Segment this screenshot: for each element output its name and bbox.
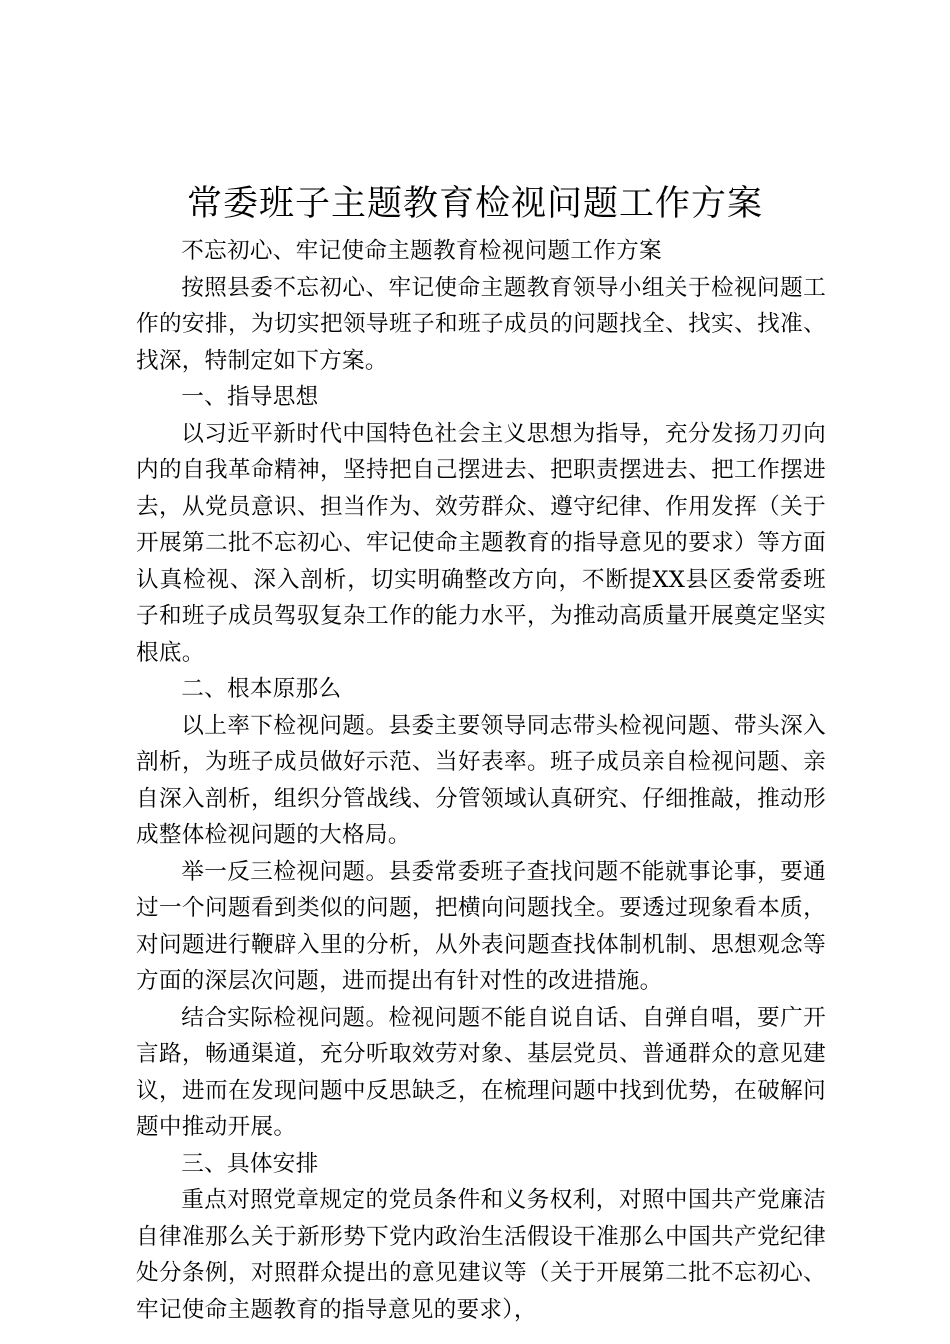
principle-paragraph-practical: 结合实际检视问题。检视问题不能自说自话、自弹自唱，要广开言路，畅通渠道，充分听取效劳对象、基层党员、普通群众的意见建议，进而在发现问题中反思缺乏，在梳理问题中找到优势，在破解问题中推动开展。 <box>136 1004 826 1140</box>
intro-paragraph: 按照县委不忘初心、牢记使命主题教育领导小组关于检视问题工作的安排，为切实把领导班子和班子成员的问题找全、找实、找准、找深，特制定如下方案。 <box>136 274 826 374</box>
guiding-thought-paragraph: 以习近平新时代中国特色社会主义思想为指导，充分发扬刀刃向内的自我革命精神，坚持把自己摆进去、把职责摆进去、把工作摆进去，从党员意识、担当作为、效劳群众、遵守纪律、作用发挥（关于开展第二批不忘初心、牢记使命主题教育的指导意见的要求）等方面认真检视、深入剖析，切实明确整改方向，不断提XX县区委常委班子和班子成员驾驭复杂工作的能力水平，为推动高质量开展奠定坚实根底。 <box>136 420 826 666</box>
principle-paragraph-draw-inferences: 举一反三检视问题。县委常委班子查找问题不能就事论事，要通过一个问题看到类似的问题，把横向问题找全。要透过现象看本质，对问题进行鞭辟入里的分析，从外表问题查找体制机制、思想观念等方面的深层次问题，进而提出有针对性的改进措施。 <box>136 858 826 994</box>
arrangements-paragraph: 重点对照党章规定的党员条件和义务权利，对照中国共产党廉洁自律准那么关于新形势下党内政治生活假设干准那么中国共产党纪律处分条例，对照群众提出的意见建议等（关于开展第二批不忘初心、牢记使命主题教育的指导意见的要求）， <box>136 1187 826 1323</box>
principle-paragraph-lead-by-example: 以上率下检视问题。县委主要领导同志带头检视问题、带头深入剖析，为班子成员做好示范、当好表率。班子成员亲自检视问题、亲自深入剖析，组织分管战线、分管领域认真研究、仔细推敲，推动形成整体检视问题的大格局。 <box>136 712 826 848</box>
section-heading-principles: 二、根本原那么 <box>181 676 342 702</box>
section-heading-arrangements: 三、具体安排 <box>181 1150 319 1177</box>
document-title: 常委班子主题教育检视问题工作方案 <box>186 184 763 224</box>
subtitle-paragraph: 不忘初心、牢记使命主题教育检视问题工作方案 <box>181 238 662 264</box>
section-heading-guiding-thought: 一、指导思想 <box>181 384 319 410</box>
document-body <box>136 233 826 1328</box>
